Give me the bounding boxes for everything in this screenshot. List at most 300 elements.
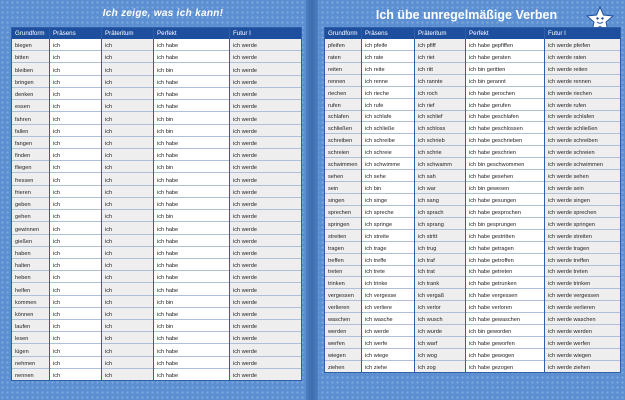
table-cell: ich werde sein <box>545 182 620 194</box>
table-cell: sein <box>325 182 361 194</box>
table-cell: ich werde <box>230 357 301 369</box>
table-column <box>545 28 620 372</box>
column-header: Futur I <box>545 28 620 39</box>
table-cell: ich werde <box>230 271 301 283</box>
table-cell: ich <box>102 344 153 356</box>
table-cell: ich stritt <box>415 230 465 242</box>
table-cell: ich werde <box>230 283 301 295</box>
table-cell: ich schloss <box>415 122 465 134</box>
table-cell: ich <box>50 344 101 356</box>
table-cell: können <box>12 308 49 320</box>
table-cell: ich bin geschwommen <box>466 158 544 170</box>
table-cell: ich <box>102 283 153 295</box>
table-column <box>362 28 415 372</box>
table-cell: ich habe gewaschen <box>466 313 544 325</box>
table-cell: ich <box>50 125 101 137</box>
table-cell: schwimmen <box>325 158 361 170</box>
table-cell: ich bin <box>154 161 229 173</box>
table-cell: ich pfeife <box>362 39 414 51</box>
table-cell: ich <box>102 161 153 173</box>
table-cell: fangen <box>12 137 49 149</box>
table-cell: ich <box>53 373 61 380</box>
table-cell: ich <box>102 63 153 75</box>
table-cell: rennen <box>325 75 361 87</box>
table-cell: pfeifen <box>325 39 361 51</box>
table-cell: ich habe verloren <box>466 301 544 313</box>
table-cell: ich werde schwimmen <box>545 158 620 170</box>
table-cell: ich werde <box>230 39 301 51</box>
table-cell: ich habe geschlossen <box>466 122 544 134</box>
table-cell: ich werde ziehen <box>548 364 590 371</box>
table-cell: ich habe <box>154 235 229 247</box>
table-cell: ich <box>50 198 101 210</box>
table-cell: ich werde <box>230 173 301 185</box>
table-cell: ich habe <box>154 247 229 259</box>
table-cell: singen <box>325 194 361 206</box>
table-cell: ich bin <box>154 210 229 222</box>
table-cell: ich <box>102 149 153 161</box>
table-cell: ich werde <box>230 332 301 344</box>
table-cell: ich rufe <box>362 99 414 111</box>
table-cell: ich werde pfeifen <box>545 39 620 51</box>
table-cell: ich <box>50 173 101 185</box>
table-cell: ich bin <box>154 63 229 75</box>
table-cell: vergessen <box>325 289 361 301</box>
table-cell: ich habe <box>154 137 229 149</box>
table-cell: ich habe <box>154 344 229 356</box>
table-cell: fallen <box>12 125 49 137</box>
table-cell: ich habe gerochen <box>466 87 544 99</box>
table-cell: ich verlor <box>415 301 465 313</box>
table-cell: schlafen <box>325 111 361 123</box>
table-cell: ich habe <box>154 332 229 344</box>
table-cell: ich <box>50 308 101 320</box>
table-cell: finden <box>12 149 49 161</box>
table-cell: ich werde wiegen <box>545 349 620 361</box>
table-cell: ich habe <box>154 76 229 88</box>
column-header: Perfekt <box>154 28 229 39</box>
table-cell: ich habe <box>154 198 229 210</box>
table-cell: treten <box>325 266 361 278</box>
table-cell: ich habe gezogen <box>469 364 514 371</box>
table-cell: ich trat <box>415 266 465 278</box>
column-header: Perfekt <box>466 28 544 39</box>
table-cell: ich <box>102 100 153 112</box>
table-cell: ich <box>102 76 153 88</box>
table-cell: ich wiege <box>362 349 414 361</box>
table-cell: ich <box>102 125 153 137</box>
table-cell: werden <box>325 325 361 337</box>
table-column <box>466 28 545 372</box>
table-cell: ich werde raten <box>545 51 620 63</box>
table-cell: ich <box>102 137 153 149</box>
table-cell: ich werde verlieren <box>545 301 620 313</box>
table-cell: ich trug <box>415 242 465 254</box>
table-cell: ich habe gesehen <box>466 170 544 182</box>
table-column <box>50 28 102 380</box>
table-column <box>12 28 50 380</box>
table-cell: helfen <box>12 283 49 295</box>
column-header: Präsens <box>50 28 101 39</box>
table-cell: ich schreibe <box>362 134 414 146</box>
table-cell: ich <box>50 76 101 88</box>
table-cell: ich habe <box>154 222 229 234</box>
table-cell: ich werfe <box>362 337 414 349</box>
table-cell: ich habe <box>154 271 229 283</box>
table-cell: ich werde <box>362 325 414 337</box>
table-cell: ich <box>102 296 153 308</box>
table-cell: ich sah <box>415 170 465 182</box>
table-cell: ich <box>105 373 113 380</box>
table-cell: ich habe geworfen <box>466 337 544 349</box>
table-cell: ich vergesse <box>362 289 414 301</box>
table-cell: ich werde <box>230 296 301 308</box>
table-cell: bringen <box>12 76 49 88</box>
table-cell: ich habe <box>154 186 229 198</box>
table-cell: sprechen <box>325 206 361 218</box>
table-cell: ich treffe <box>362 254 414 266</box>
table-cell: ich <box>50 357 101 369</box>
table-cell: ich rief <box>415 99 465 111</box>
table-cell: ich sehe <box>362 170 414 182</box>
table-cell: streiten <box>325 230 361 242</box>
table-cell: ich schließe <box>362 122 414 134</box>
table-cell: ich <box>102 259 153 271</box>
table-cell: ich spreche <box>362 206 414 218</box>
table-cell: ich habe gerufen <box>466 99 544 111</box>
table-cell: fressen <box>12 173 49 185</box>
table-cell: ich werde treffen <box>545 254 620 266</box>
table-cell: ich <box>50 259 101 271</box>
table-cell: ich werde <box>230 210 301 222</box>
table-cell: ich werde schließen <box>545 122 620 134</box>
table-cell: ich werde <box>230 247 301 259</box>
table-cell: verlieren <box>325 301 361 313</box>
table-cell: ich zog <box>418 364 436 371</box>
table-cell: ich ziehe <box>365 364 388 371</box>
table-cell: ich <box>102 210 153 222</box>
column-header: Grundform <box>12 28 49 39</box>
table-cell: ich bin gewesen <box>466 182 544 194</box>
table-cell: ich <box>50 222 101 234</box>
table-cell: ich werde <box>230 259 301 271</box>
table-cell: ich habe getroffen <box>466 254 544 266</box>
table-cell: ich habe geschlafen <box>466 111 544 123</box>
table-cell: ich habe <box>154 173 229 185</box>
table-cell: ich habe vergessen <box>466 289 544 301</box>
table-cell: ich verliere <box>362 301 414 313</box>
table-cell: ich werde singen <box>545 194 620 206</box>
table-cell: ich werde <box>230 320 301 332</box>
table-cell: ich <box>102 186 153 198</box>
table-cell: fliegen <box>12 161 49 173</box>
table-cell: waschen <box>325 313 361 325</box>
table-cell: rufen <box>325 99 361 111</box>
table-cell: ich <box>50 320 101 332</box>
table-cell: ich <box>50 51 101 63</box>
table-cell: ich bin <box>154 112 229 124</box>
table-cell: ich <box>50 283 101 295</box>
left-page-title: Ich zeige, was ich kann! <box>102 8 224 19</box>
table-cell: ich habe geschrieben <box>466 134 544 146</box>
table-cell: tragen <box>325 242 361 254</box>
table-cell: ich <box>102 112 153 124</box>
table-cell: gewinnen <box>12 222 49 234</box>
table-column <box>102 28 154 380</box>
table-cell: reiten <box>325 63 361 75</box>
table-cell: ich werde <box>230 100 301 112</box>
table-cell: ich schrie <box>415 146 465 158</box>
table-cell: halten <box>12 259 49 271</box>
table-cell: ich schlief <box>415 111 465 123</box>
table-cell: ich rannte <box>415 75 465 87</box>
table-cell: ich habe <box>154 308 229 320</box>
table-cell: ich trinke <box>362 277 414 289</box>
table-cell: gehen <box>12 210 49 222</box>
table-cell: ich habe <box>154 149 229 161</box>
table-cell: ich <box>102 247 153 259</box>
table-cell: ich werde <box>233 373 257 380</box>
table-cell: ich habe getreten <box>466 266 544 278</box>
table-cell: ich <box>50 296 101 308</box>
table-cell: ich werde werfen <box>545 337 620 349</box>
table-cell: ich <box>102 51 153 63</box>
table-cell: heben <box>12 271 49 283</box>
table-cell: riechen <box>325 87 361 99</box>
table-cell: ich werde rennen <box>545 75 620 87</box>
table-cell: ich ritt <box>415 63 465 75</box>
table-cell: ich renne <box>362 75 414 87</box>
table-cell: ich <box>102 173 153 185</box>
table-cell: ich bin gesprungen <box>466 218 544 230</box>
table-cell: ich roch <box>415 87 465 99</box>
verb-table-right <box>324 27 621 373</box>
table-cell: ich werde streiten <box>545 230 620 242</box>
column-header: Präteritum <box>415 28 465 39</box>
table-cell: essen <box>12 100 49 112</box>
table-cell: ich <box>50 100 101 112</box>
table-cell: ich streite <box>362 230 414 242</box>
table-cell: ich rieche <box>362 87 414 99</box>
table-cell: ich trage <box>362 242 414 254</box>
table-cell: ich schreie <box>362 146 414 158</box>
table-cell: gießen <box>12 235 49 247</box>
table-cell: ich <box>102 39 153 51</box>
table-cell: ich werde reiten <box>545 63 620 75</box>
column-header: Grundform <box>325 28 361 39</box>
table-cell: ich habe <box>154 259 229 271</box>
table-cell: ich werde schreiben <box>545 134 620 146</box>
table-cell: ich werde sehen <box>545 170 620 182</box>
table-cell: fahren <box>12 112 49 124</box>
table-cell: ich <box>50 88 101 100</box>
table-cell: ich habe getrunken <box>466 277 544 289</box>
table-column <box>415 28 466 372</box>
table-cell: ich werde <box>230 76 301 88</box>
table-cell: ich <box>50 161 101 173</box>
table-cell: ich bin geworden <box>466 325 544 337</box>
table-cell: ich <box>102 198 153 210</box>
table-cell: ich <box>50 247 101 259</box>
table-cell: ich werde <box>230 222 301 234</box>
right-page-title: Ich übe unregelmäßige Verben <box>375 8 558 22</box>
table-cell: ich <box>50 149 101 161</box>
table-cell: ich <box>102 235 153 247</box>
table-cell: ich <box>50 112 101 124</box>
table-cell: bitten <box>12 51 49 63</box>
table-cell: ich <box>102 271 153 283</box>
table-cell: ich <box>102 222 153 234</box>
table-cell: ich werde schlafen <box>545 111 620 123</box>
table-cell: ich habe <box>154 39 229 51</box>
table-cell: ich wurde <box>415 325 465 337</box>
table-column <box>325 28 362 372</box>
table-cell: ich war <box>415 182 465 194</box>
column-header: Präteritum <box>102 28 153 39</box>
table-cell: ich werde werden <box>545 325 620 337</box>
table-cell: ich <box>50 63 101 75</box>
table-cell: wiegen <box>325 349 361 361</box>
table-cell: ich werde <box>230 112 301 124</box>
table-cell: laufen <box>12 320 49 332</box>
table-cell: ich habe gepfiffen <box>466 39 544 51</box>
table-cell: ich werde <box>230 186 301 198</box>
table-cell: ich werde trinken <box>545 277 620 289</box>
table-cell: ich wog <box>415 349 465 361</box>
column-header: Futur I <box>230 28 301 39</box>
table-cell: ich werde <box>230 125 301 137</box>
table-cell: ich schwimme <box>362 158 414 170</box>
table-cell: ich schrieb <box>415 134 465 146</box>
table-cell: ich habe <box>157 373 179 380</box>
table-cell: ich werde <box>230 161 301 173</box>
table-cell: ich vergaß <box>415 289 465 301</box>
table-cell: ich werde <box>230 344 301 356</box>
table-cell: ich habe gesprochen <box>466 206 544 218</box>
table-cell: ich schwamm <box>415 158 465 170</box>
table-cell: ich habe <box>154 100 229 112</box>
table-cell: ich habe <box>154 88 229 100</box>
table-cell: ich habe getragen <box>466 242 544 254</box>
table-cell: ich pfiff <box>415 39 465 51</box>
table-cell: denken <box>12 88 49 100</box>
table-cell: ich habe geschrien <box>466 146 544 158</box>
table-cell: ich <box>102 88 153 100</box>
table-cell: springen <box>325 218 361 230</box>
right-page <box>318 0 625 400</box>
table-cell: schreien <box>325 146 361 158</box>
table-cell: trinken <box>325 277 361 289</box>
table-cell: ich <box>50 39 101 51</box>
table-cell: ich <box>102 357 153 369</box>
table-cell: ich werde <box>230 63 301 75</box>
table-cell: raten <box>325 51 361 63</box>
table-cell: ich werde waschen <box>545 313 620 325</box>
table-cell: ich <box>50 332 101 344</box>
table-cell: schreiben <box>325 134 361 146</box>
table-cell: geben <box>12 198 49 210</box>
table-cell: ich werde <box>230 235 301 247</box>
table-cell: ich traf <box>415 254 465 266</box>
table-cell: ich werde treten <box>545 266 620 278</box>
table-cell: ich sang <box>415 194 465 206</box>
table-cell: treffen <box>325 254 361 266</box>
table-cell: ich bin gerannt <box>466 75 544 87</box>
table-cell: ich werde <box>230 308 301 320</box>
table-cell: ich <box>50 271 101 283</box>
table-cell: lesen <box>12 332 49 344</box>
table-cell: ich <box>50 210 101 222</box>
verb-table-left <box>11 27 302 381</box>
table-cell: ich <box>102 308 153 320</box>
table-cell: ich riet <box>415 51 465 63</box>
table-cell: lügen <box>12 344 49 356</box>
table-cell: ich <box>50 186 101 198</box>
table-cell: frieren <box>12 186 49 198</box>
table-cell: ich habe gewogen <box>466 349 544 361</box>
table-cell: ich habe gestritten <box>466 230 544 242</box>
table-cell: ich wusch <box>415 313 465 325</box>
table-cell: ich werde riechen <box>545 87 620 99</box>
table-cell: ich sprach <box>415 206 465 218</box>
table-cell: ich singe <box>362 194 414 206</box>
table-cell: ich werde tragen <box>545 242 620 254</box>
table-cell: ich wasche <box>362 313 414 325</box>
table-cell: schließen <box>325 122 361 134</box>
table-cell: ich sprang <box>415 218 465 230</box>
table-cell: ich <box>50 235 101 247</box>
table-cell: ziehen <box>328 364 345 371</box>
table-cell: ich habe geraten <box>466 51 544 63</box>
table-cell: ich werde <box>230 137 301 149</box>
table-cell: ich werde <box>230 88 301 100</box>
table-cell: ich warf <box>415 337 465 349</box>
table-column <box>230 28 301 380</box>
table-cell: ich werde sprechen <box>545 206 620 218</box>
table-cell: sehen <box>325 170 361 182</box>
table-cell: nennen <box>15 373 34 380</box>
table-cell: ich werde <box>230 198 301 210</box>
table-cell: ich habe <box>154 357 229 369</box>
table-cell: ich reite <box>362 63 414 75</box>
table-cell: ich rate <box>362 51 414 63</box>
table-cell: ich habe <box>154 51 229 63</box>
table-cell: bleiben <box>12 63 49 75</box>
table-cell: ich bin <box>154 296 229 308</box>
table-cell: kommen <box>12 296 49 308</box>
table-cell: biegen <box>12 39 49 51</box>
table-cell: ich schlafe <box>362 111 414 123</box>
table-cell: nehmen <box>12 357 49 369</box>
table-cell: ich werde schreien <box>545 146 620 158</box>
table-cell: ich <box>102 332 153 344</box>
column-header: Präsens <box>362 28 414 39</box>
table-column <box>154 28 230 380</box>
table-cell: ich habe <box>154 283 229 295</box>
book-spine <box>306 0 318 400</box>
table-cell: ich habe gesungen <box>466 194 544 206</box>
table-cell: werfen <box>325 337 361 349</box>
table-cell: ich werde <box>230 51 301 63</box>
left-page <box>0 0 306 400</box>
table-cell: ich trank <box>415 277 465 289</box>
table-cell: ich werde springen <box>545 218 620 230</box>
table-cell: ich bin geritten <box>466 63 544 75</box>
table-cell: ich werde <box>230 149 301 161</box>
table-cell: ich bin <box>362 182 414 194</box>
table-cell: ich <box>102 320 153 332</box>
table-cell: ich springe <box>362 218 414 230</box>
